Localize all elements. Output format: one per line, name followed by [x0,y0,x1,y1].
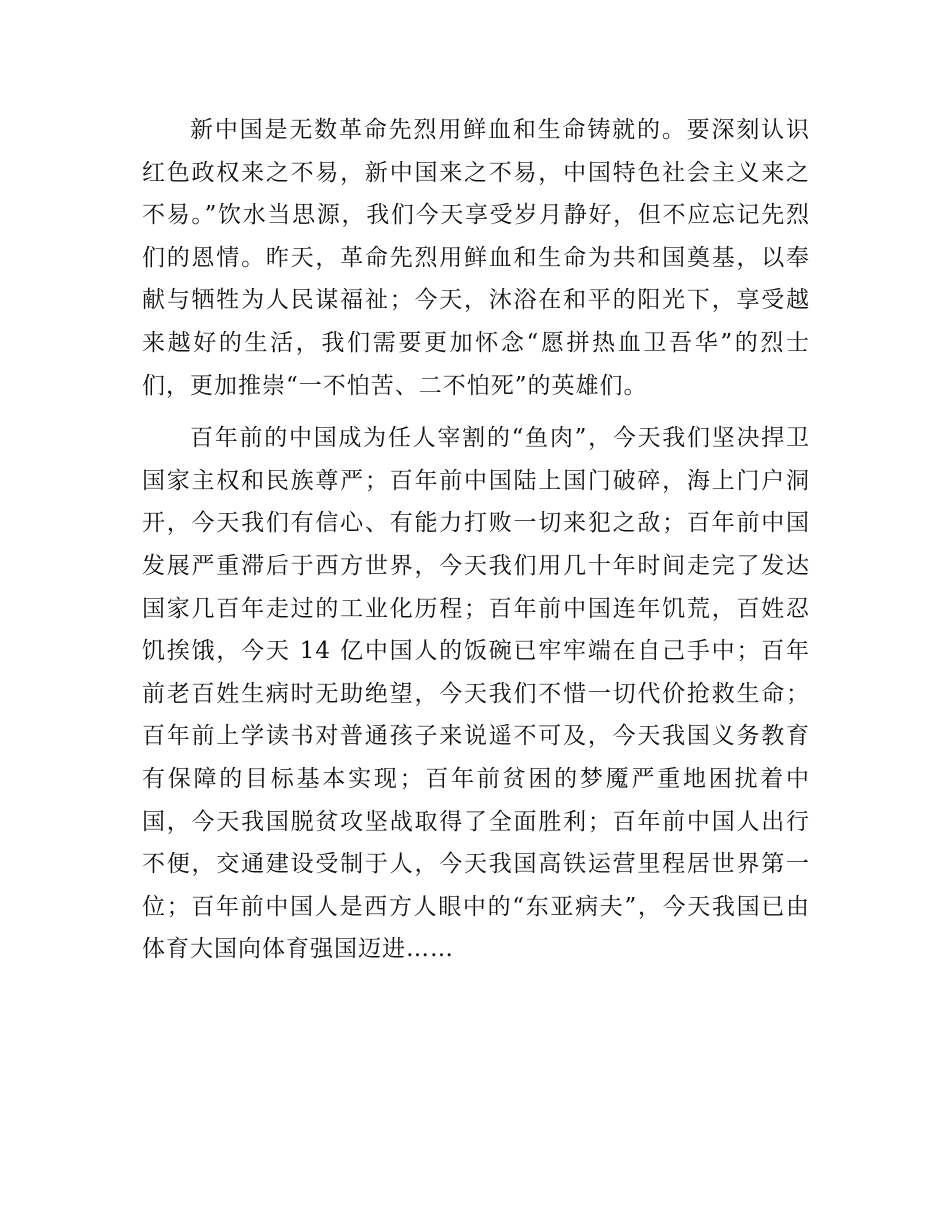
paragraph-1: 新中国是无数革命先烈用鲜血和生命铸就的。要深刻认识红色政权来之不易，新中国来之不易，中国特色社会主义来之不易。”饮水当思源，我们今天享受岁月静好，但不应忘记先烈们的恩情。昨天，革命先烈用鲜血和生命为共和国奠基，以奉献与牺牲为人民谋福祉；今天，沐浴在和平的阳光下，享受越来越好的生活，我们需要更加怀念“愿拼热血卫吾华”的烈士们，更加推崇“一不怕苦、二不怕死”的英雄们。 [142,117,810,399]
document-body [142,109,810,971]
paragraph-2: 百年前的中国成为任人宰割的“鱼肉”，今天我们坚决捍卫国家主权和民族尊严；百年前中国陆上国门破碎，海上门户洞开，今天我们有信心、有能力打败一切来犯之敌；百年前中国发展严重滞后于西方世界，今天我们用几十年时间走完了发达国家几百年走过的工业化历程；百年前中国连年饥荒，百姓忍饥挨饿，今天 14 亿中国人的饭碗已牢牢端在自己手中；百年前老百姓生病时无助绝望，今天我们不惜一切代价抢救生命；百年前上学读书对普通孩子来说遥不可及，今天我国义务教育有保障的目标基本实现；百年前贫困的梦魇严重地困扰着中国，今天我国脱贫攻坚战取得了全面胜利；百年前中国人出行不便，交通建设受制于人，今天我国高铁运营里程居世界第一位；百年前中国人是西方人眼中的“东亚病夫”，今天我国已由体育大国向体育强国迈进…… [142,425,810,963]
